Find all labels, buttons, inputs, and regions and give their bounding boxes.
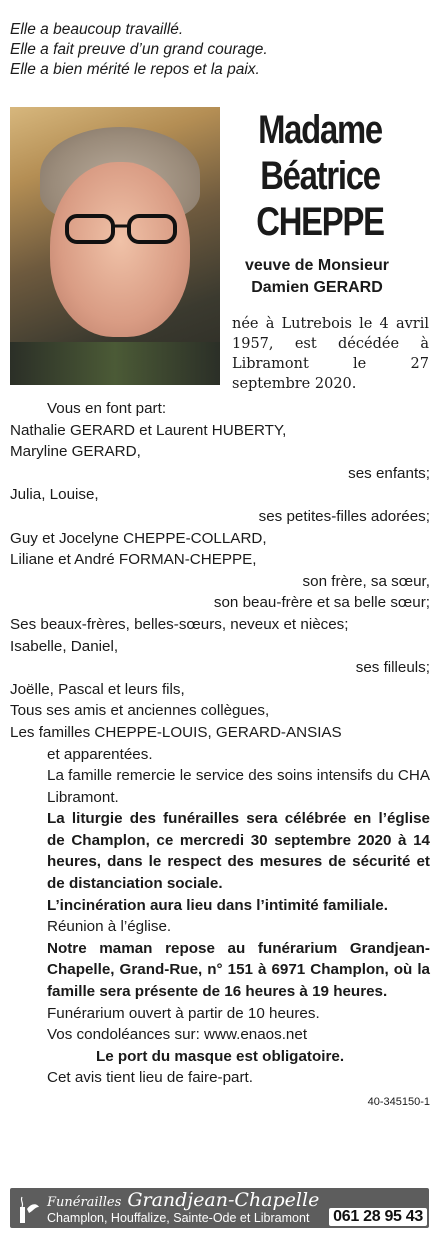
intro-verse	[10, 20, 268, 80]
funeral-home-banner	[10, 1188, 429, 1228]
family-line: Joëlle, Pascal et leurs fils,	[10, 680, 185, 698]
family-role: ses enfants;	[348, 464, 430, 482]
portrait-photo	[10, 107, 220, 385]
family-line: Guy et Jocelyne CHEPPE-COLLARD,	[10, 529, 267, 547]
glasses-shape	[65, 212, 177, 246]
deceased-last-name: CHEPPE	[256, 200, 384, 244]
brand-name: Grandjean-Chapelle	[127, 1189, 320, 1211]
portrait-shirt	[10, 342, 220, 385]
rest-text: Notre maman repose au funérarium Grandjean-Chapelle, Grand-Rue, n° 151 à 6971 Champlon, où la famille sera présente de 16 heures à 19 heures.	[47, 939, 430, 1001]
notice-body	[10, 398, 430, 1109]
family-line: Ses beaux-frères, belles-sœurs, neveux et nièces;	[10, 615, 349, 633]
widow-of	[217, 255, 417, 299]
portrait-face	[50, 162, 190, 337]
funeral-home-towns: Champlon, Houffalize, Sainte-Ode et Libramont	[47, 1211, 310, 1225]
notice-text: Cet avis tient lieu de faire-part.	[47, 1069, 253, 1087]
liturgy-text: La liturgie des funérailles sera célébrée en l’église de Champlon, ce mercredi 30 septembre 2020 à 14 heures, dans le respect des mesures de sécurité et de distanciation sociale.	[47, 810, 430, 893]
widow-line: Damien GERARD	[251, 279, 383, 296]
deceased-first-name: Béatrice	[260, 154, 380, 198]
family-line: Julia, Louise,	[10, 486, 99, 504]
family-role: son beau-frère et sa belle sœur;	[213, 594, 430, 612]
brand-prefix: Funérailles	[47, 1195, 122, 1210]
mask-text: Le port du masque est obligatoire.	[95, 1047, 345, 1065]
deceased-title: Madame	[258, 108, 382, 152]
family-line: Tous ses amis et anciennes collègues,	[10, 702, 270, 720]
candle-and-dove-icon	[13, 1191, 41, 1225]
family-line: Liliane et André FORMAN-CHEPPE,	[10, 551, 257, 569]
family-line: et apparentées.	[47, 745, 153, 763]
phone-number: 061 28 95 43	[329, 1208, 427, 1226]
reference-number: 40-345150-1	[367, 1096, 430, 1108]
family-role: ses petites-filles adorées;	[258, 507, 430, 525]
family-role: ses filleuls;	[355, 659, 430, 677]
intro-line: Elle a bien mérité le repos et la paix.	[10, 61, 260, 78]
thanks-text: La famille remercie le service des soins intensifs du CHA Libramont.	[47, 767, 430, 806]
intro-line: Elle a fait preuve d’un grand courage.	[10, 41, 268, 58]
family-line: Les familles CHEPPE-LOUIS, GERARD-ANSIAS	[10, 723, 342, 741]
meeting-text: Réunion à l’église.	[47, 918, 172, 936]
intro-line: Elle a beaucoup travaillé.	[10, 21, 184, 38]
deceased-name	[242, 107, 398, 245]
family-line: Nathalie GERARD et Laurent HUBERTY,	[10, 421, 287, 439]
family-line: Maryline GERARD,	[10, 443, 141, 461]
birth-death-text: née à Lutrebois le 4 avril 1957, est décédée à Libramont le 27 septembre 2020.	[232, 316, 429, 392]
condolences-text: Vos condoléances sur: www.enaos.net	[47, 1026, 308, 1044]
family-line: Isabelle, Daniel,	[10, 637, 119, 655]
widow-line: veuve de Monsieur	[244, 257, 390, 274]
hours-text: Funérarium ouvert à partir de 10 heures.	[47, 1004, 320, 1022]
announce-text: Vous en font part:	[47, 400, 167, 417]
cremation-text: L’incinération aura lieu dans l’intimité familiale.	[47, 896, 388, 914]
family-role: son frère, sa sœur,	[302, 572, 430, 590]
